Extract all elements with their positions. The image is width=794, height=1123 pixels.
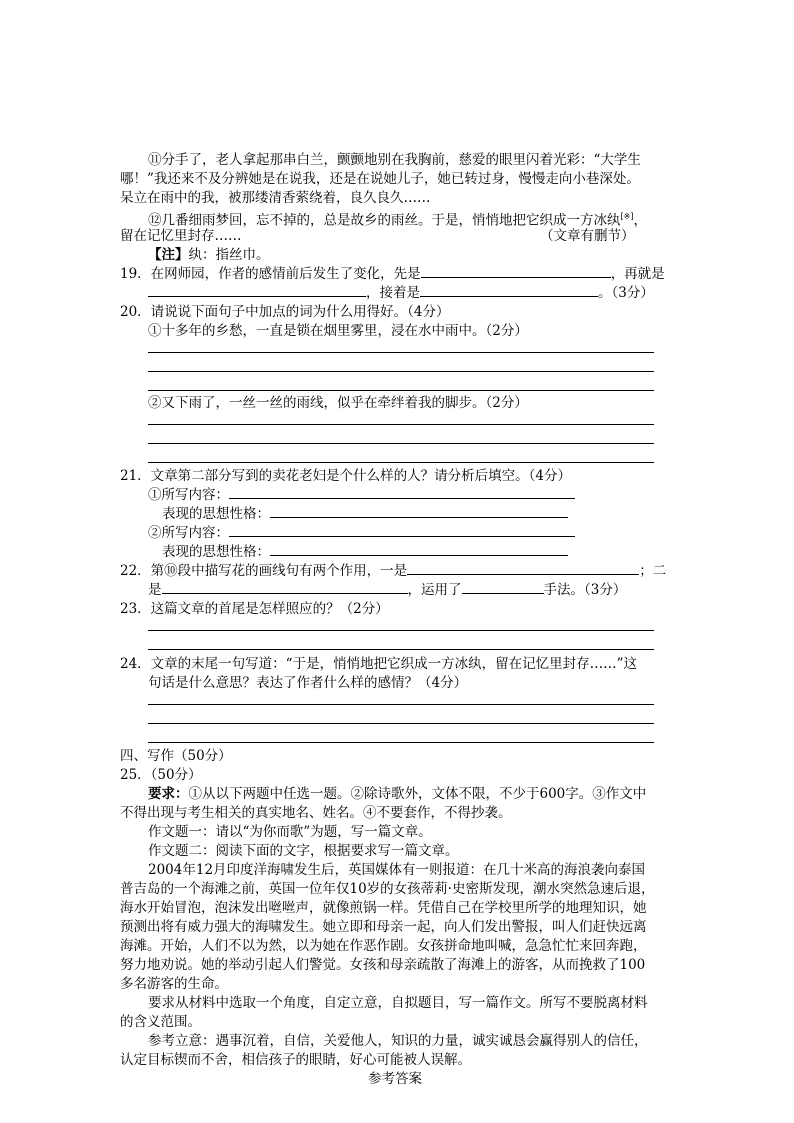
q22-line1 — [120, 562, 666, 580]
q21-trait-2 — [162, 543, 568, 561]
q21-blank-trait-1[interactable] — [270, 505, 568, 518]
requirement-text: ①从以下两题中任选一题。②除诗歌外，文体不限，不少于600字。③作文中 — [188, 786, 647, 802]
q23-title: 23．这篇文章的首尾是怎样照应的？（2分） — [120, 601, 389, 617]
q25-title: 25．（50分） — [120, 767, 202, 783]
q22-stem: 22．第⑩段中描写花的画线句有两个作用，一是 — [120, 563, 408, 579]
material-line-2: 普吉岛的一个海滩之前，英国一位年仅10岁的女孩蒂莉·史密斯发现，潮水突然急速后退， — [120, 881, 655, 897]
q22-blank-1[interactable] — [407, 562, 639, 575]
q22-line2 — [148, 581, 626, 599]
footnote-marker: [※] — [620, 212, 634, 221]
q21-content-2-label: ②所写内容： — [148, 525, 229, 541]
material-line-3: 海水开始冒泡，泡沫发出咝咝声，就像煎锅一样。凭借自己在学校里所学的地理知识，她 — [120, 900, 647, 916]
q24-line1: 24．文章的末尾一句写道：“于是，悄悄地把它织成一方冰纨，留在记忆里封存……”这 — [120, 656, 637, 672]
q21-trait-2-label: 表现的思想性格： — [162, 544, 270, 560]
q19-next: ，接着是 — [366, 285, 420, 301]
answer-line[interactable] — [148, 630, 654, 631]
answer-line[interactable] — [148, 723, 654, 724]
material-line-4: 预测出将有威力强大的海啸发生。她立即和母亲一起，向人们发出警报，叫人们赶快远离 — [120, 919, 647, 935]
instruction-line-1: 要求从材料中选取一个角度，自定立意，自拟题目，写一篇作文。所写不要脱离材料 — [148, 995, 648, 1011]
para11-line2: 哪！”我还来不及分辨她是在说我，还是在说她儿子，她已转过身，慢慢走向小巷深处。 — [120, 171, 640, 187]
answer-line[interactable] — [148, 742, 654, 743]
q21-content-1 — [148, 486, 575, 504]
material-line-7: 多名游客的生命。 — [120, 976, 228, 992]
q22-second: ；二 — [639, 563, 667, 579]
para11-line1: ⑪分手了，老人拿起那串白兰，颤颤地别在我胸前，慈爱的眼里闪着光彩：“大学生 — [148, 152, 641, 168]
q20-title: 20．请说说下面句子中加点的词为什么用得好。（4分） — [120, 304, 450, 320]
writing-requirement-2: 不得出现与考生相关的真实地名、姓名。④不要套作，不得抄袭。 — [120, 805, 512, 821]
q21-trait-1-label: 表现的思想性格： — [162, 506, 270, 522]
answer-line[interactable] — [148, 424, 654, 425]
material-line-6: 努力地劝说。她的举动引起人们警觉。女孩和母亲疏散了海滩上的游客，从而挽救了100 — [120, 957, 646, 973]
q21-content-2 — [148, 524, 575, 542]
para12-comma: ， — [633, 212, 647, 229]
q19-blank-1[interactable] — [421, 265, 611, 278]
q21-blank-content-2[interactable] — [229, 524, 575, 537]
q21-content-1-label: ①所写内容： — [148, 487, 229, 503]
answer-line[interactable] — [148, 443, 654, 444]
answers-heading: 参考答案 — [368, 1071, 422, 1087]
para12-line2: 留在记忆里封存…… — [120, 228, 242, 244]
q19-score: 。（3分） — [598, 285, 654, 301]
writing-requirement-1 — [148, 785, 646, 803]
q22-blank-3[interactable] — [462, 581, 544, 594]
q21-trait-1 — [162, 505, 568, 523]
q24-line2: 句话是什么意思？表达了作者什么样的感情？（4分） — [148, 675, 468, 691]
answer-line[interactable] — [148, 704, 654, 705]
para12-text: ⑫几番细雨梦回，忘不掉的，总是故乡的雨丝。于是，悄悄地把它织成一方冰纨 — [148, 212, 621, 229]
q21-title: 21．文章第二部分写到的卖花老妇是个什么样的人？请分析后填空。（4分） — [120, 468, 572, 484]
instruction-line-2: 的含义范围。 — [120, 1014, 201, 1030]
q21-blank-trait-2[interactable] — [270, 543, 568, 556]
q19-line2 — [148, 284, 654, 302]
section-title: 四、写作（50分） — [120, 748, 232, 764]
footnote — [148, 246, 270, 264]
q22-is: 是 — [148, 582, 162, 598]
topic-2: 作文题二：阅读下面的文字，根据要求写一篇文章。 — [148, 843, 459, 859]
q19-stem: 19．在网师园，作者的感情前后发生了变化，先是 — [120, 266, 421, 282]
reference-line-2: 认定目标锲而不舍，相信孩子的眼睛，好心可能被人误解。 — [120, 1052, 471, 1068]
topic-1: 作文题一：请以“为你而歌”为题，写一篇文章。 — [148, 824, 432, 840]
q19-line1 — [120, 265, 665, 283]
q22-blank-2[interactable] — [162, 581, 408, 594]
q22-used: ，运用了 — [407, 582, 462, 598]
answer-line[interactable] — [148, 390, 654, 391]
answer-line[interactable] — [148, 649, 654, 650]
source-note: （文章有删节） — [540, 228, 635, 244]
answer-line[interactable] — [148, 371, 654, 372]
requirement-label: 要求： — [148, 786, 189, 802]
answer-line[interactable] — [148, 352, 654, 353]
q20-sentence-2: ②又下雨了，一丝一丝的雨线，似乎在牵绊着我的脚步。（2分） — [148, 395, 528, 411]
material-line-5: 海滩。开始，人们不以为然，以为她在作恶作剧。女孩拼命地叫喊，急急忙忙来回奔跑， — [120, 938, 647, 954]
para11-line3: 呆立在雨中的我，被那缕清香萦绕着，良久良久…… — [120, 190, 431, 206]
answer-line[interactable] — [148, 462, 654, 463]
q19-blank-2[interactable] — [148, 284, 366, 297]
material-line-1: 2004年12月印度洋海啸发生后，英国媒体有一则报道：在几十米高的海浪袭向泰国 — [148, 862, 646, 878]
q21-blank-content-1[interactable] — [229, 486, 575, 499]
reference-line-1: 参考立意：遇事沉着，自信，关爱他人，知识的力量，诚实诚恳会赢得别人的信任， — [148, 1033, 648, 1049]
q22-score: 手法。（3分） — [543, 582, 627, 598]
footnote-text: 纨：指丝巾。 — [188, 247, 270, 263]
q20-sentence-1: ①十多年的乡愁，一直是锁在烟里雾里，浸在水中雨中。（2分） — [148, 323, 528, 339]
q19-then: ，再就是 — [610, 266, 665, 282]
footnote-label: 【注】 — [148, 247, 189, 263]
q19-blank-3[interactable] — [420, 284, 598, 297]
